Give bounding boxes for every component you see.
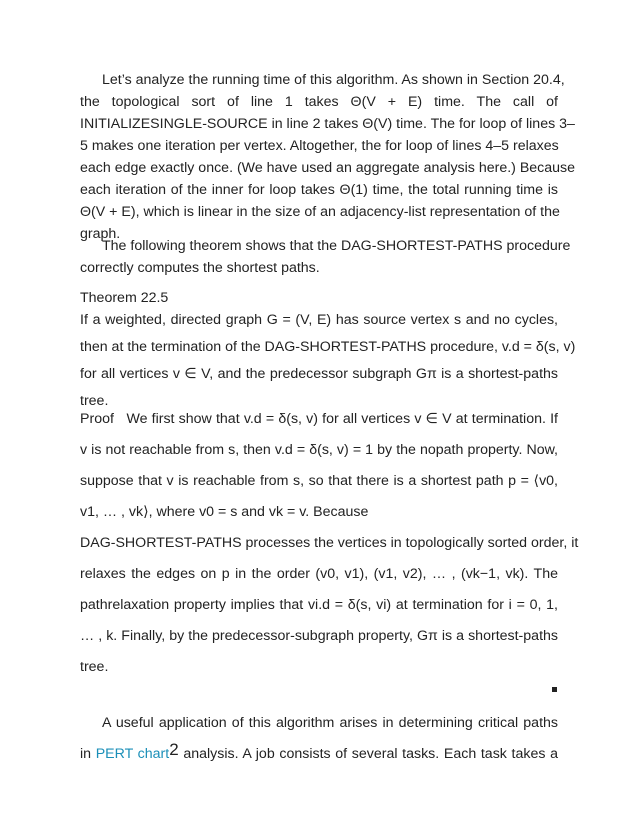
text-line: If a weighted, directed graph G = (V, E) has source vertex s and no cycles, xyxy=(80,312,558,328)
text-line: the topological sort of line 1 takes Θ(V + E) time. The call of xyxy=(80,94,558,110)
text-fragment: analysis. A job consists of several tasks. Each task takes a xyxy=(178,746,558,762)
text-line: then at the termination of the DAG-SHORTEST-PATHS procedure, v.d = δ(s, v) xyxy=(80,339,576,355)
text-line: graph. xyxy=(80,226,121,242)
theorem-block xyxy=(80,287,576,412)
text-line: pathrelaxation property implies that vi.d = δ(s, vi) at termination for i = 0, 1, xyxy=(80,597,558,613)
text-line: 5 makes one iteration per vertex. Altogether, the for loop of lines 4–5 relaxes xyxy=(80,138,559,154)
text-line: tree. xyxy=(80,393,109,409)
text-line: relaxes the edges on p in the order (v0, v1), (v1, v2), … , (vk−1, vk). The xyxy=(80,566,558,582)
text-line xyxy=(80,739,558,770)
paragraph-running-time xyxy=(80,69,576,245)
text-line: suppose that v is reachable from s, so that there is a shortest path p = ⟨v0, xyxy=(80,473,558,489)
text-line: Θ(V + E), which is linear in the size of an adjacency-list representation of the xyxy=(80,204,560,220)
text-line: tree. xyxy=(80,659,109,675)
paragraph-theorem-intro xyxy=(80,235,571,279)
qed-square-icon xyxy=(552,687,557,692)
proof-block xyxy=(80,404,579,683)
paragraph-pert xyxy=(80,708,558,770)
text-fragment: in xyxy=(80,746,96,762)
text-line: INITIALIZESINGLE-SOURCE in line 2 takes Θ(V) time. The for loop of lines 3– xyxy=(80,116,575,132)
text-line: for all vertices v ∈ V, and the predecessor subgraph Gπ is a shortest-paths xyxy=(80,366,558,382)
pert-chart-link[interactable]: PERT chart xyxy=(95,746,170,762)
text-line: v1, … , vk⟩, where v0 = s and vk = v. Because xyxy=(80,504,369,520)
text-line: The following theorem shows that the DAG-SHORTEST-PATHS procedure xyxy=(102,238,571,254)
text-line: DAG-SHORTEST-PATHS processes the vertices in topologically sorted order, it xyxy=(80,535,579,551)
text-line: Let’s analyze the running time of this algorithm. As shown in Section 20.4, xyxy=(102,72,565,88)
text-line: correctly computes the shortest paths. xyxy=(80,260,320,276)
theorem-title: Theorem 22.5 xyxy=(80,290,169,306)
footnote-marker[interactable]: 2 xyxy=(169,740,179,759)
text-line: each iteration of the inner for loop takes Θ(1) time, the total running time is xyxy=(80,182,558,198)
text-line: v is not reachable from s, then v.d = δ(s, v) = 1 by the nopath property. Now, xyxy=(80,442,558,458)
text-line: Proof We first show that v.d = δ(s, v) for all vertices v ∈ V at termination. If xyxy=(80,411,558,427)
text-line: each edge exactly once. (We have used an aggregate analysis here.) Because xyxy=(80,160,576,176)
text-line: A useful application of this algorithm arises in determining critical paths xyxy=(102,715,558,731)
text-line: … , k. Finally, by the predecessor-subgraph property, Gπ is a shortest-paths xyxy=(80,628,558,644)
